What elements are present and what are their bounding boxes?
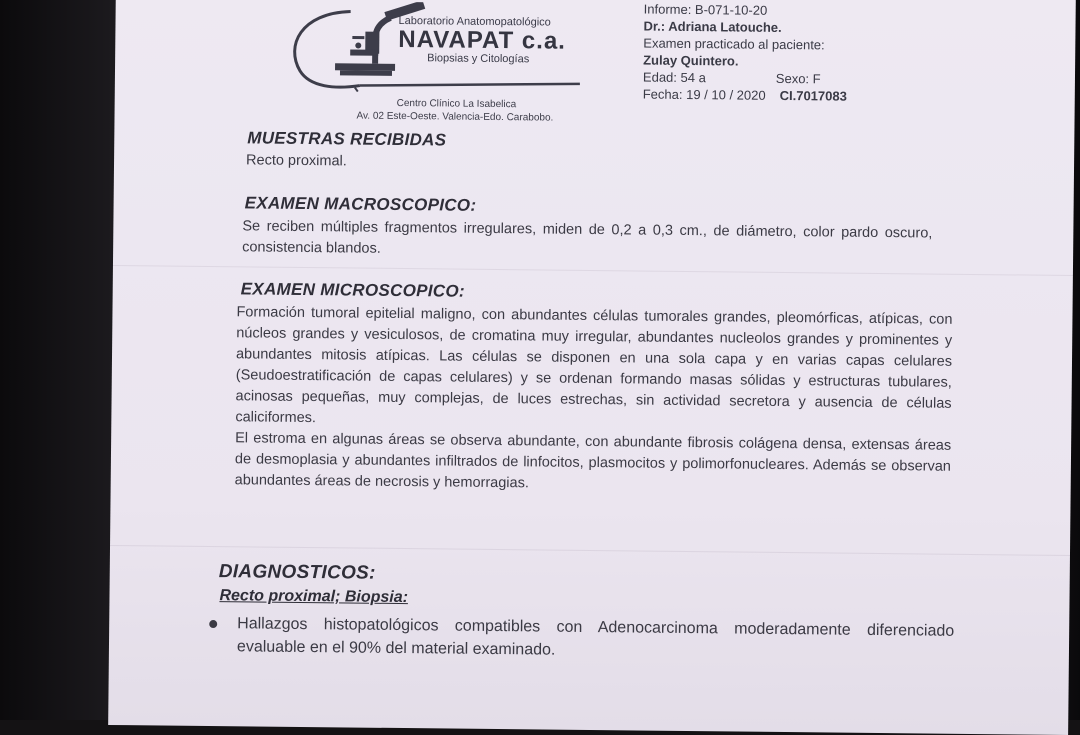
diagnosis-subtitle: Recto proximal; Biopsia: xyxy=(219,587,409,607)
patient-sex: Sexo: F xyxy=(775,70,821,87)
patient-name: Zulay Quintero. xyxy=(643,52,739,69)
microscopico-paragraph-1: Formación tumoral epitelial maligno, con abundantes células tumorales grandes, pleomórficas, atípicas, con núcleos grandes y vesiculosos, de cromatina muy irregular, abundantes nucleolos grandes y prominentes y abundantes mitosis atípicas. Las células se disponen en una sola capa y en varias capas celulares (Seudoestratificación de capas celulares) y se ordenan formando masas sólidas y estructuras tubulares, acinosas pequeñas, muy complejas, de luces estrechas, sin actividad secretora y ausencia de células caliciformes. xyxy=(235,304,953,427)
paper-fold xyxy=(113,265,1073,276)
exam-label: Examen practicado al paciente: xyxy=(643,35,825,53)
bullet-icon xyxy=(209,620,217,628)
section-title-muestras: MUESTRAS RECIBIDAS xyxy=(247,128,447,150)
age-sex-row xyxy=(643,69,847,88)
macroscopico-text: Se reciben múltiples fragmentos irregulares, miden de 0,2 a 0,3 cm., de diámetro, color pardo oscuro, consistencia blandos. xyxy=(242,218,933,257)
doctor-name: Dr.: Adriana Latouche. xyxy=(643,18,782,35)
diagnosis-list xyxy=(209,612,954,666)
lab-subtitle: Biopsias y Citologías xyxy=(427,52,530,66)
lab-name: Laboratorio Anatomopatológico xyxy=(398,14,551,29)
report-paper xyxy=(108,0,1076,735)
paper-fold xyxy=(110,545,1070,556)
section-title-microscopico: EXAMEN MICROSCOPICO: xyxy=(240,279,466,301)
diagnosis-item: Hallazgos histopatológicos compatibles con Adenocarcinoma moderadamente diferenciado evaluable en el 90% del material examinado. xyxy=(236,615,955,659)
patient-info xyxy=(643,1,848,105)
address-line-2: Av. 02 Este-Oeste. Valencia-Edo. Carabobo. xyxy=(356,110,554,124)
microscopico-paragraph-2: El estroma en algunas áreas se observa abundante, con abundante fibrosis colágena densa, extensas áreas de desmoplasia y abundantes infiltrados de linfocitos, plasmocitos y polimorfonucleares. Además se observan abundantes áreas de necrosis y hemorragias. xyxy=(234,430,952,492)
patient-id: CI.7017083 xyxy=(779,87,847,104)
patient-age: Edad: 54 a xyxy=(642,69,706,86)
report-number: Informe: B-071-10-20 xyxy=(643,1,768,18)
muestras-text: Recto proximal. xyxy=(245,152,347,170)
address-line-1: Centro Clínico La Isabelica xyxy=(396,97,517,111)
microscopico-text xyxy=(235,302,953,498)
section-title-macroscopico: EXAMEN MACROSCOPICO: xyxy=(244,193,477,215)
section-title-diagnosticos: DIAGNOSTICOS: xyxy=(218,561,376,584)
date-id-row xyxy=(643,86,847,105)
lab-title: NAVAPAT c.a. xyxy=(398,25,567,55)
exam-date: Fecha: 19 / 10 / 2020 xyxy=(642,86,766,103)
